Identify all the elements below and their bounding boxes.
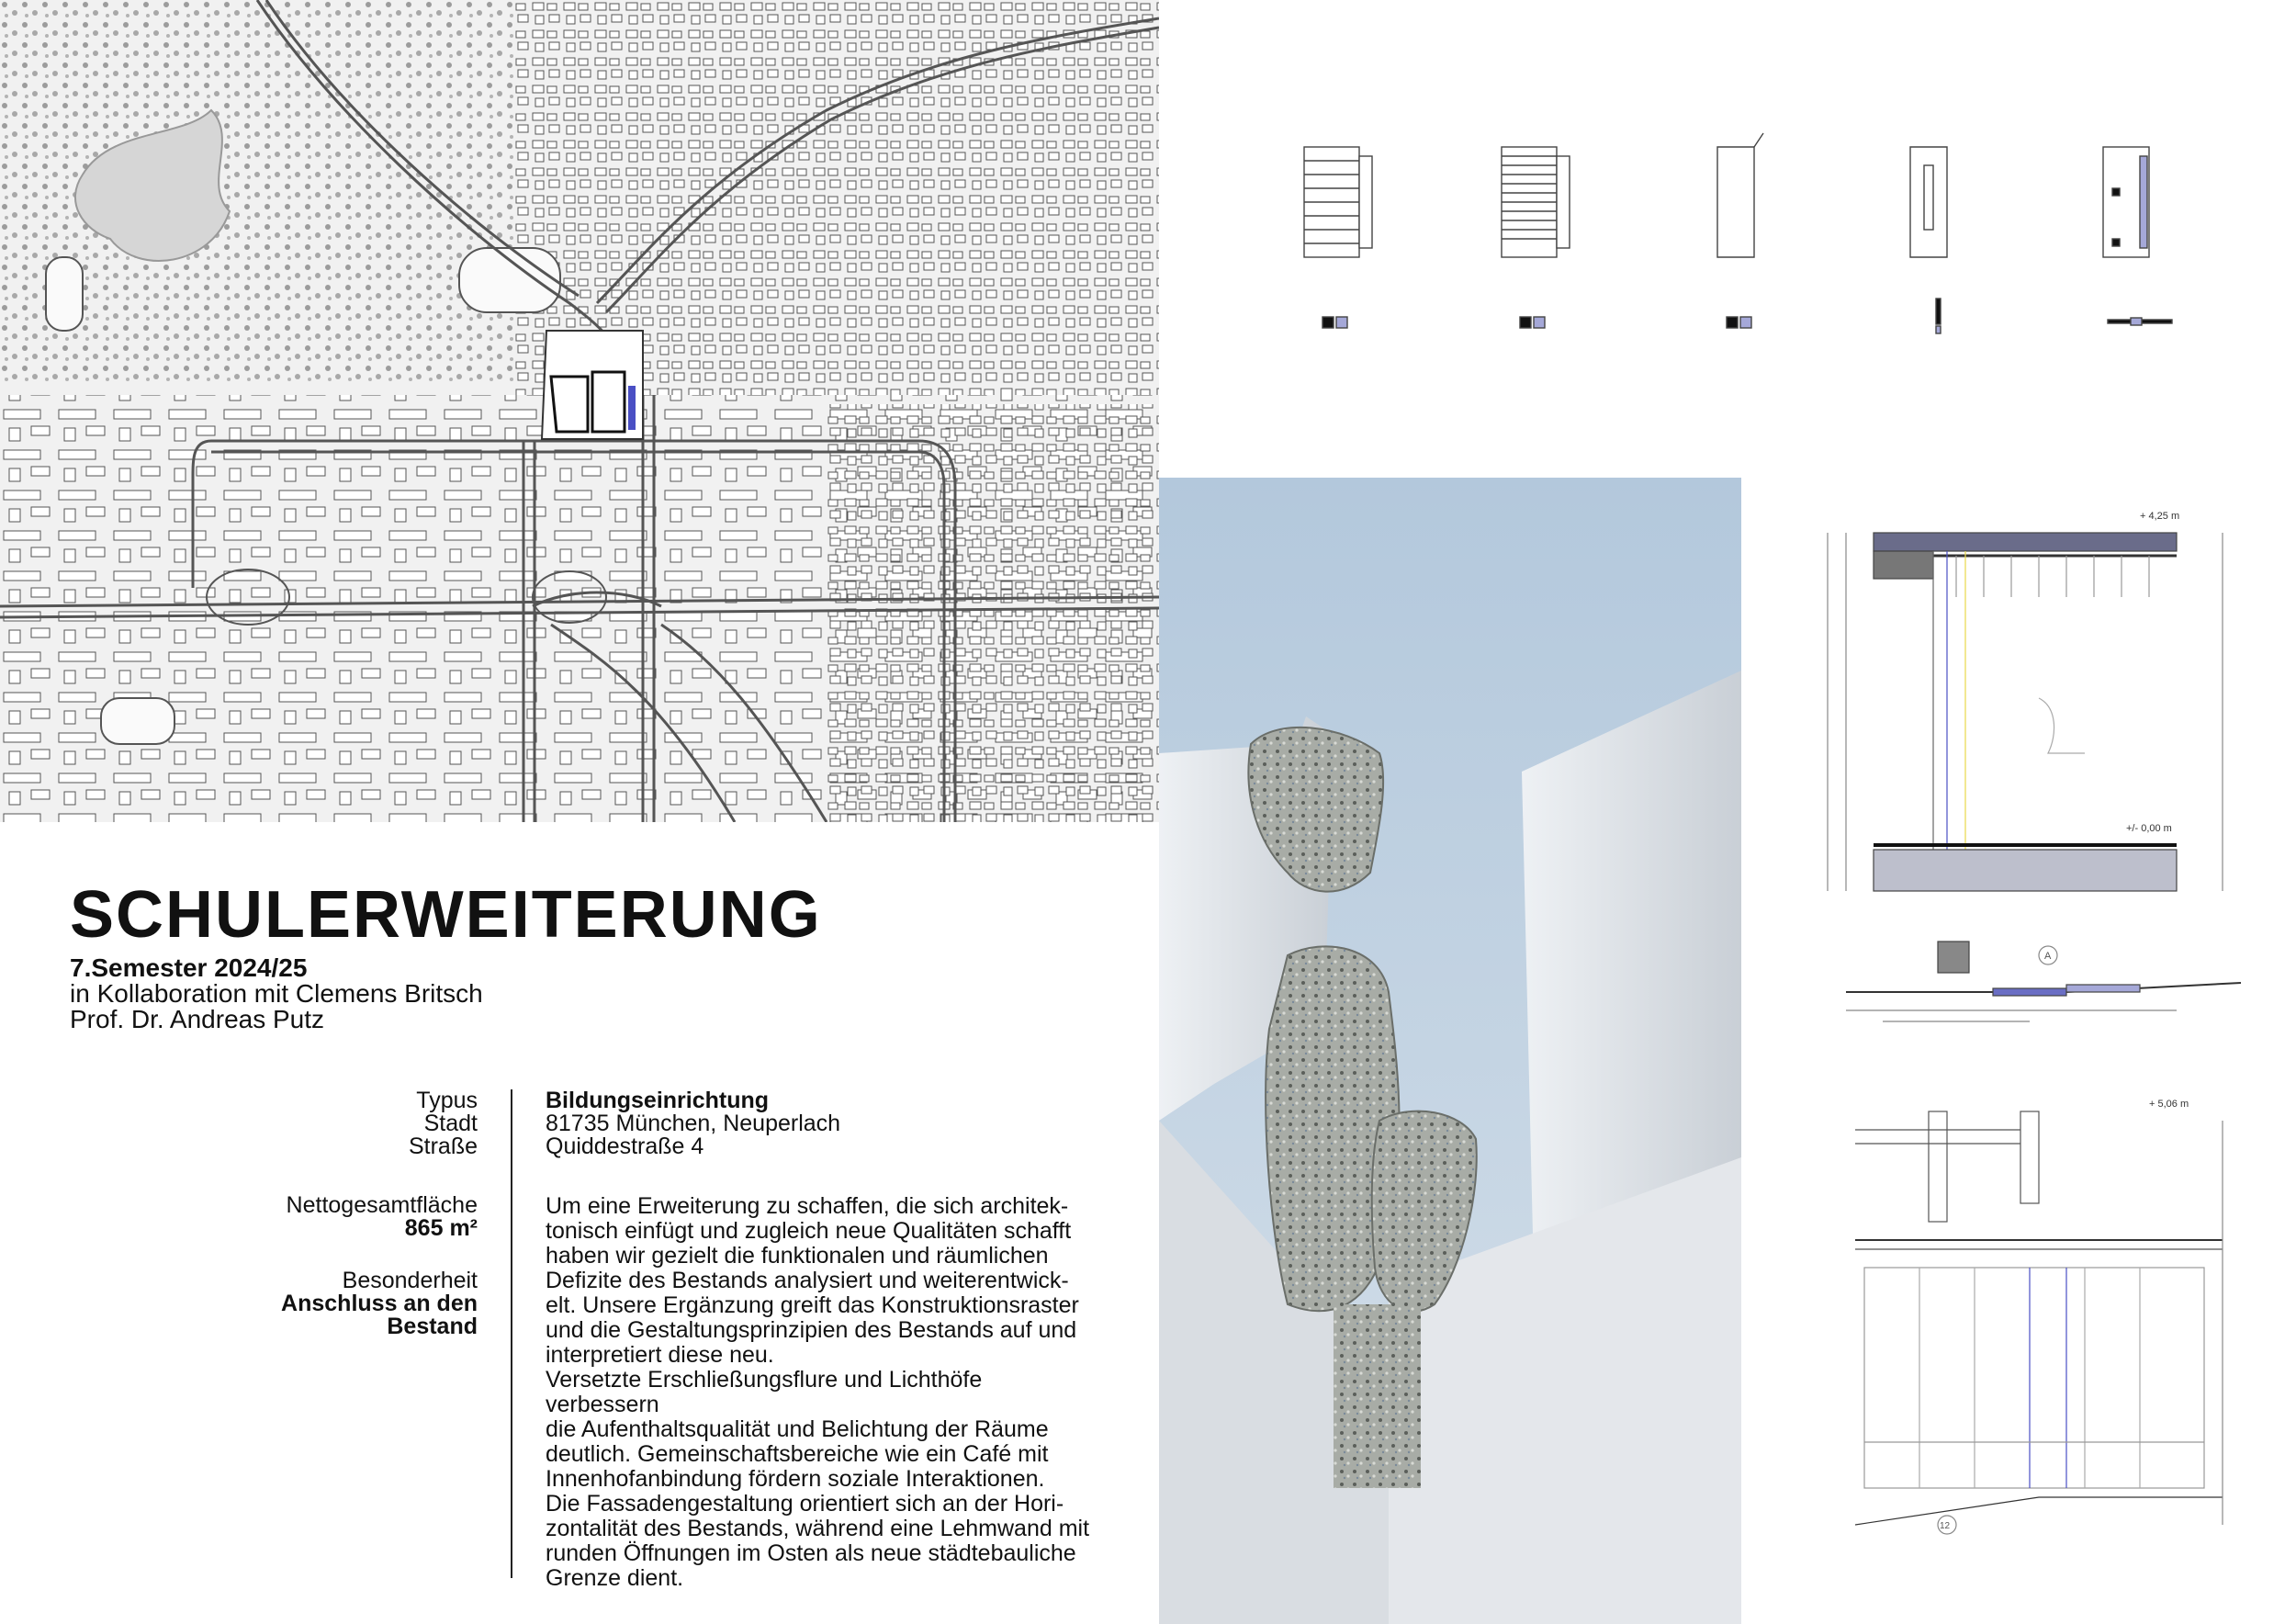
special-block (202, 1269, 478, 1338)
site-plan-map (0, 0, 1159, 822)
area-label: Nettogesamtfläche (286, 1192, 478, 1218)
professor-label: Prof. Dr. Andreas Putz (70, 1005, 325, 1033)
description-line: Grenze dient. (546, 1565, 684, 1591)
facade-render (1159, 478, 1741, 1624)
site-plan-drawing (0, 0, 1159, 822)
area-block (202, 1194, 478, 1240)
description-line: tonisch einfügt und zugleich neue Qualitäten schafft (546, 1218, 1072, 1244)
foundation-detail (1828, 909, 2259, 1047)
floor-plan-thumb (1910, 147, 1947, 333)
description-line: haben wir gezielt die funktionalen und räumlichen (546, 1243, 1049, 1269)
special-label: Besonderheit (342, 1268, 478, 1293)
typus-label: Typus (416, 1088, 478, 1113)
stadt-value: 81735 München, Neuperlach (546, 1111, 841, 1136)
description-line: Innenhofanbindung fördern soziale Interaktionen. (546, 1466, 1045, 1492)
floor-plan-thumb (2103, 147, 2172, 325)
collaboration-label: in Kollaboration mit Clemens Britsch (70, 979, 483, 1008)
subtitle-block (70, 955, 483, 1032)
description-line: deutlich. Gemeinschaftsbereiche wie ein Café mit (546, 1441, 1049, 1467)
description-line: interpretiert diese neu. (546, 1342, 774, 1368)
description-line: Um eine Erweiterung zu schaffen, die sich architek- (546, 1193, 1069, 1219)
description-line: Versetzte Erschließungsflure und Lichthöfe verbessern (546, 1367, 983, 1417)
wall-section-detail (1809, 478, 2259, 900)
level-roof-label: + 4,25 m (2140, 511, 2180, 522)
page-title: SCHULERWEITERUNG (70, 878, 822, 952)
level-top-label: + 5,06 m (2149, 1099, 2189, 1110)
floor-plan-strip (1286, 129, 2204, 349)
divider-line (511, 1089, 512, 1578)
description-line: zontalität des Bestands, während eine Lehmwand mit (546, 1516, 1090, 1541)
info-values (546, 1089, 840, 1158)
project-site (542, 331, 643, 439)
description-line: Die Fassadengestaltung orientiert sich an der Hori- (546, 1491, 1064, 1517)
info-labels (202, 1089, 478, 1158)
floor-plan-thumb (1502, 147, 1570, 328)
description-line: die Aufenthaltsqualität und Belichtung der Räume (546, 1416, 1049, 1442)
description-line: elt. Unsere Ergänzung greift das Konstruktionsraster (546, 1292, 1079, 1318)
facade-section-drawing (1855, 1093, 2259, 1552)
description-line: Defizite des Bestands analysiert und weiterentwick- (546, 1268, 1069, 1293)
level-floor-label: +/- 0,00 m (2126, 823, 2172, 834)
axis-12-label: 12 (1940, 1521, 1951, 1531)
floor-plan-thumb (1717, 133, 1763, 328)
description-line: runden Öffnungen im Osten als neue städtebauliche (546, 1540, 1076, 1566)
semester-label: 7.Semester 2024/25 (70, 953, 308, 982)
floor-plan-thumb (1304, 147, 1372, 328)
typus-value: Bildungseinrichtung (546, 1088, 770, 1113)
description-line: und die Gestaltungsprinzipien des Bestands auf und (546, 1317, 1077, 1343)
stadt-label: Stadt (423, 1111, 478, 1136)
project-description (546, 1194, 1097, 1591)
axis-a-label: A (2044, 951, 2052, 962)
facade-render-image (1159, 478, 1741, 1624)
area-value: 865 m² (404, 1215, 478, 1241)
strasse-label: Straße (408, 1133, 478, 1159)
strasse-value: Quiddestraße 4 (546, 1133, 704, 1159)
special-value: Anschluss an den Bestand (281, 1291, 478, 1339)
